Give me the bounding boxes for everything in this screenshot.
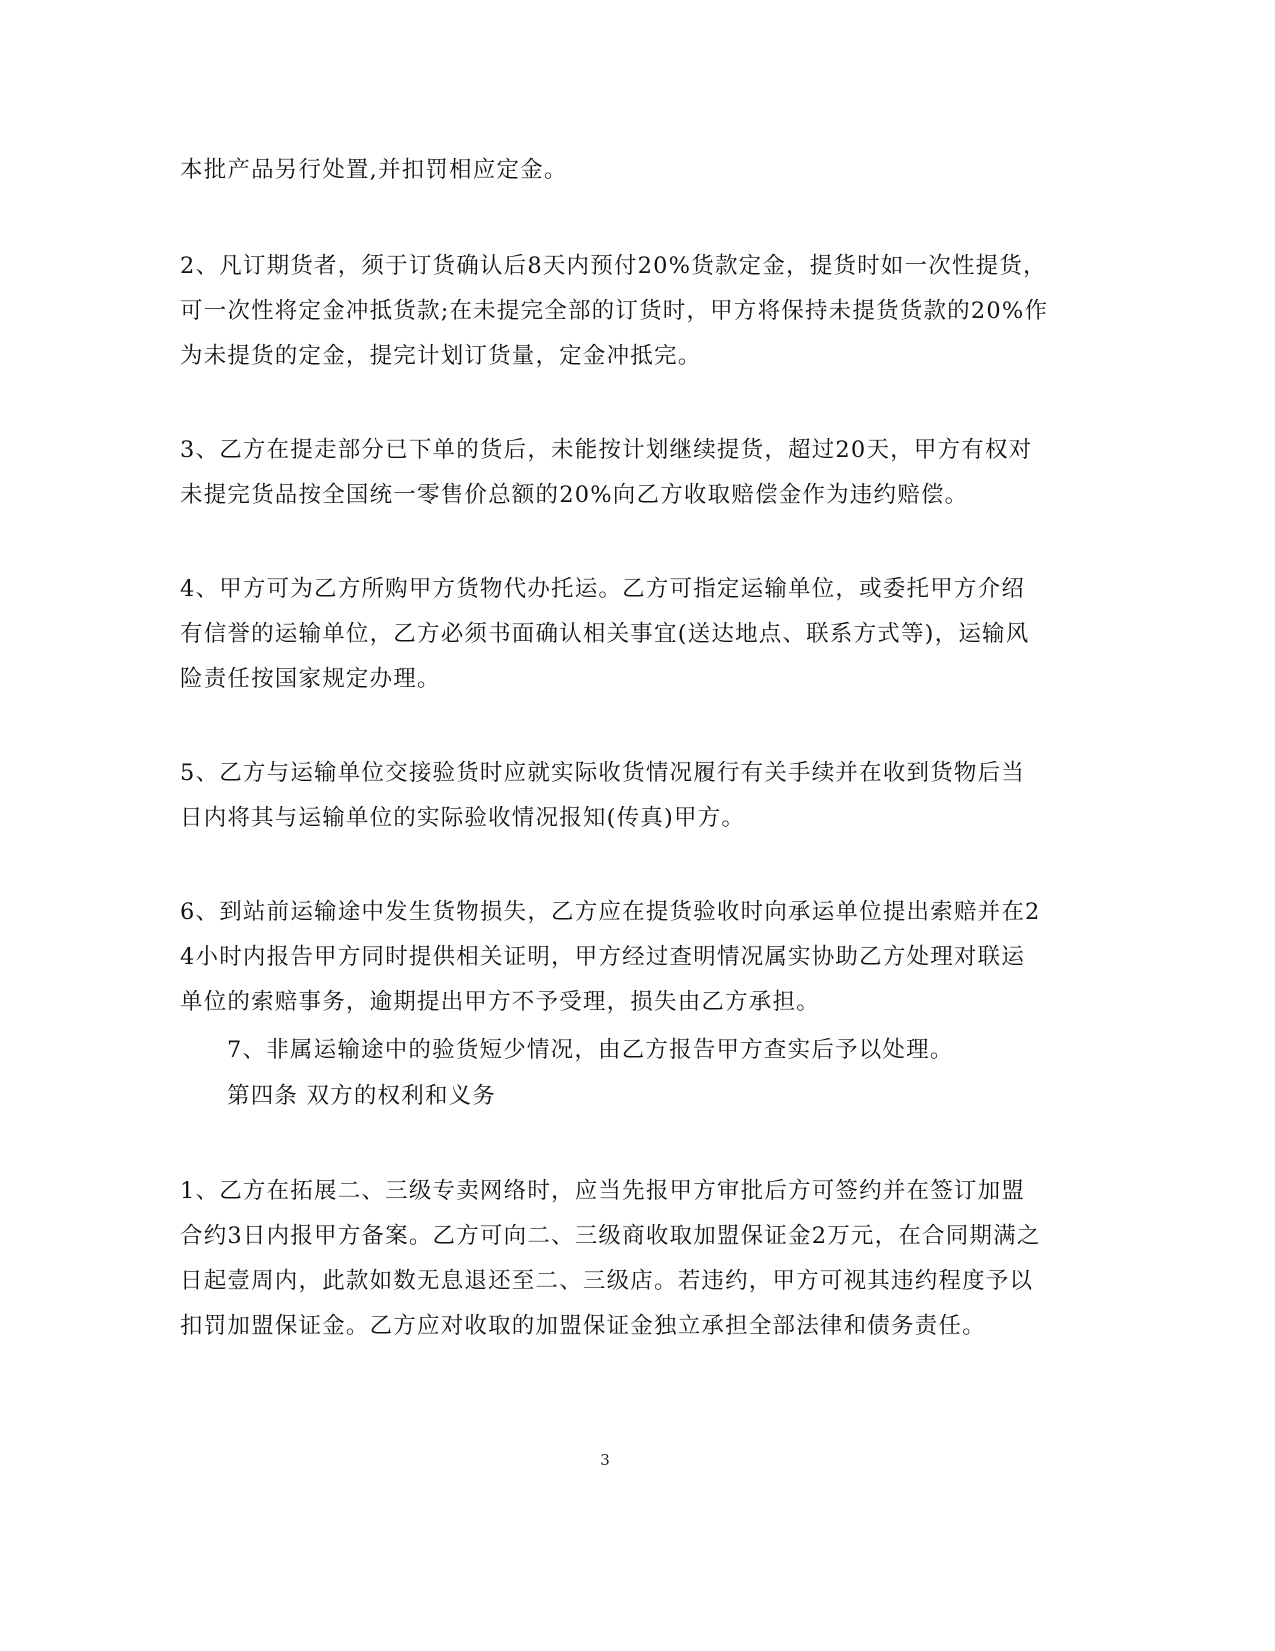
section-heading: 第四条 双方的权利和义务 [227,1083,497,1109]
text-line: 日起壹周内，此款如数无息退还至二、三级店。若违约，甲方可视其违约程度予以 [180,1268,1034,1294]
text-line: 为未提货的定金，提完计划订货量，定金冲抵完。 [180,343,702,369]
text-line: 4、甲方可为乙方所购甲方货物代办托运。乙方可指定运输单位，或委托甲方介绍 [180,576,1026,602]
text-line: 单位的索赔事务，逾期提出甲方不予受理，损失由乙方承担。 [180,989,820,1015]
text-line: 有信誉的运输单位，乙方必须书面确认相关事宜(送达地点、联系方式等)，运输风 [180,621,1030,647]
text-line: 未提完货品按全国统一零售价总额的20%向乙方收取赔偿金作为违约赔偿。 [180,482,969,508]
text-line: 2、凡订期货者，须于订货确认后8天内预付20%货款定金，提货时如一次性提货， [180,253,1047,279]
text-line: 险责任按国家规定办理。 [180,666,441,692]
text-line: 本批产品另行处置,并扣罚相应定金。 [180,157,568,183]
text-line: 5、乙方与运输单位交接验货时应就实际收货情况履行有关手续并在收到货物后当 [180,760,1026,786]
text-line: 合约3日内报甲方备案。乙方可向二、三级商收取加盟保证金2万元，在合同期满之 [180,1223,1041,1249]
text-line: 1、乙方在拓展二、三级专卖网络时，应当先报甲方审批后方可签约并在签订加盟 [180,1178,1026,1204]
text-line: 7、非属运输途中的验货短少情况，由乙方报告甲方查实后予以处理。 [227,1037,954,1063]
text-line: 日内将其与运输单位的实际验收情况报知(传真)甲方。 [180,805,746,831]
page-number: 3 [600,1451,610,1469]
text-line: 3、乙方在提走部分已下单的货后，未能按计划继续提货，超过20天，甲方有权对 [180,437,1033,463]
text-line: 可一次性将定金冲抵货款;在未提完全部的订货时，甲方将保持未提货货款的20%作 [180,298,1049,324]
text-line: 扣罚加盟保证金。乙方应对收取的加盟保证金独立承担全部法律和债务责任。 [180,1313,986,1339]
text-line: 6、到站前运输途中发生货物损失，乙方应在提货验收时向承运单位提出索赔并在2 [180,899,1041,925]
text-line: 4小时内报告甲方同时提供相关证明，甲方经过查明情况属实协助乙方处理对联运 [180,944,1026,970]
